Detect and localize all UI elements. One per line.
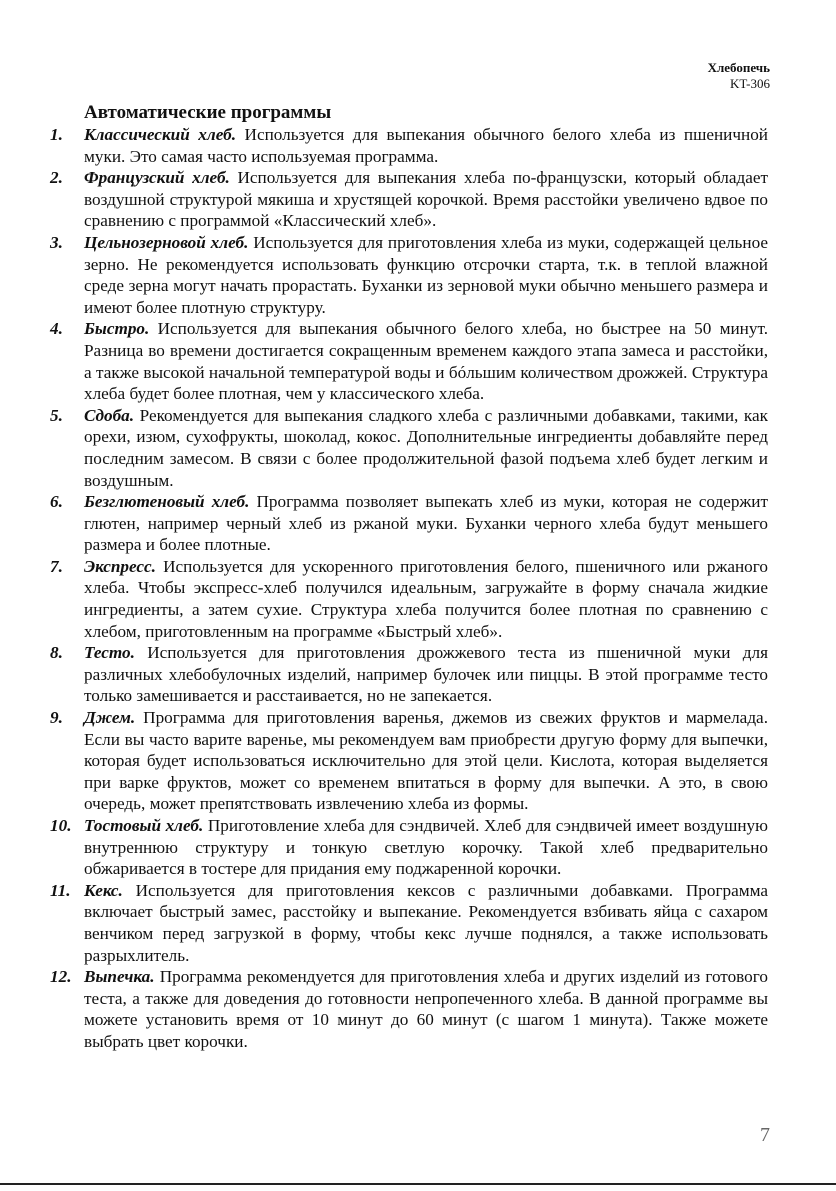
program-description: Используется для приготовления дрожжевого теста из пшеничной муки для различных хлебобулочных изделий, например булочек или пиццы. В этой программе тесто только замешивается и расстаивается, но не запекается. bbox=[84, 643, 768, 706]
program-item bbox=[50, 880, 768, 966]
program-number: 12. bbox=[50, 967, 72, 987]
program-number: 5. bbox=[50, 405, 63, 425]
page-number: 7 bbox=[760, 1124, 770, 1146]
program-name: Цельнозерновой хлеб. bbox=[84, 232, 249, 252]
program-description: Используется для приготовления хлеба из муки, содержащей цельное зерно. Не рекомендуется использовать функцию отсрочки старта, т.к. в теплой влажной среде зерна могут начать прорастать. Буханки из зерновой муки обычно меньшего размера и имеют более плотную структуру. bbox=[84, 232, 768, 317]
header-model: KT-306 bbox=[730, 76, 770, 91]
program-item bbox=[50, 167, 768, 232]
program-description: Программа позволяет выпекать хлеб из муки, которая не содержит глютен, например черный хлеб из ржаной муки. Буханки черного хлеба будут меньшего размера и более плотные. bbox=[84, 492, 768, 555]
program-number: 6. bbox=[50, 492, 63, 512]
program-item bbox=[50, 232, 768, 318]
program-item bbox=[50, 966, 768, 1052]
program-name: Сдоба. bbox=[84, 405, 135, 425]
program-description: Программа рекомендуется для приготовления хлеба и других изделий из готового теста, а также для доведения до готовности непропеченного хлеба. В данной программе вы можете установить время от 10 минут до 60 минут (с шагом 1 минута). Также можете выбрать цвет корочки. bbox=[84, 967, 768, 1051]
program-number: 4. bbox=[50, 319, 63, 339]
program-name: Классический хлеб. bbox=[84, 125, 236, 144]
program-number: 11. bbox=[50, 880, 71, 900]
program-name: Кекс. bbox=[84, 880, 123, 900]
program-description: Рекомендуется для выпекания сладкого хлеба с различными добавками, такими, как орехи, изюм, сухофрукты, шоколад, кокос. Дополнительные ингредиенты добавляйте перед последним замесом. В связи с более продолжительной фазой подъема хлеб будет легким и воздушным. bbox=[84, 405, 768, 490]
program-name: Безглютеновый хлеб. bbox=[84, 492, 250, 512]
program-description: Программа для приготовления варенья, джемов из свежих фруктов и мармелада. Если вы часто варите варенье, мы рекомендуем вам приобрести другую форму для выпечки, которая будет использоваться исключительно для этой цели. Кислота, которая выделяется при варке фруктов, может со временем впитаться в форму для выпечки. А это, в свою очередь, может препятствовать извлечению хлеба из формы. bbox=[84, 708, 768, 814]
bottom-rule bbox=[0, 1183, 836, 1185]
program-number: 3. bbox=[50, 232, 63, 252]
program-name: Экспресс. bbox=[84, 556, 156, 576]
program-description: Используется для выпекания обычного белого хлеба из пшеничной муки. Это самая часто используемая программа. bbox=[84, 125, 768, 166]
program-number: 8. bbox=[50, 643, 63, 663]
program-description: Используется для ускоренного приготовления белого, пшеничного или ржаного хлеба. Чтобы экспресс-хлеб получился идеальным, загружайте в форму сначала жидкие ингредиенты, а затем сухие. Структура хлеба получится более плотная по сравнению с хлебом, приготовленным на программе «Быстрый хлеб». bbox=[84, 556, 768, 641]
program-item bbox=[50, 405, 768, 491]
program-item bbox=[50, 642, 768, 707]
program-description: Приготовление хлеба для сэндвичей. Хлеб для сэндвичей имеет воздушную внутреннюю структуру и тонкую светлую корочку. Такой хлеб предварительно обжаривается в тостере для придания ему поджаренной корочки. bbox=[84, 816, 768, 879]
running-header bbox=[708, 60, 770, 92]
program-number: 10. bbox=[50, 816, 72, 835]
program-item bbox=[50, 491, 768, 556]
program-description: Используется для выпекания хлеба по-французски, который обладает воздушной структурой мякиша и хрустящей корочкой. Время расстойки увеличено вдвое по сравнению с программой «Классический хлеб». bbox=[84, 168, 769, 231]
program-item bbox=[50, 124, 768, 167]
program-name: Французский хлеб. bbox=[84, 168, 230, 188]
program-number: 2. bbox=[50, 168, 63, 188]
program-name: Быстро. bbox=[84, 319, 150, 339]
program-name: Тесто. bbox=[84, 643, 135, 663]
program-name: Джем. bbox=[84, 708, 136, 728]
program-number: 9. bbox=[50, 708, 63, 728]
program-name: Тостовый хлеб. bbox=[84, 816, 204, 835]
program-item bbox=[50, 707, 768, 815]
program-number: 7. bbox=[50, 556, 63, 576]
header-title: Хлебопечь bbox=[707, 60, 770, 75]
program-description: Используется для выпекания обычного белого хлеба, но быстрее на 50 минут. Разница во времени достигается сокращенным временем каждого этапа замеса и расстойки, а также высокой начальной температурой воды и бóльшим количеством дрожжей. Структура хлеба будет более плотная, чем у классического хлеба. bbox=[84, 319, 768, 404]
program-description: Используется для приготовления кексов с различными добавками. Программа включает быстрый замес, расстойку и выпекание. Рекомендуется взбивать яйца с сахаром венчиком перед загрузкой в форму, чтобы кекс лучше поднялся, а также использовать разрыхлитель. bbox=[84, 880, 768, 965]
section-title: Автоматические программы bbox=[84, 102, 332, 123]
programs-list bbox=[50, 124, 768, 1053]
program-number: 1. bbox=[50, 125, 63, 144]
program-item bbox=[50, 815, 768, 880]
program-item bbox=[50, 556, 768, 642]
program-item bbox=[50, 318, 768, 404]
program-name: Выпечка. bbox=[84, 967, 155, 987]
